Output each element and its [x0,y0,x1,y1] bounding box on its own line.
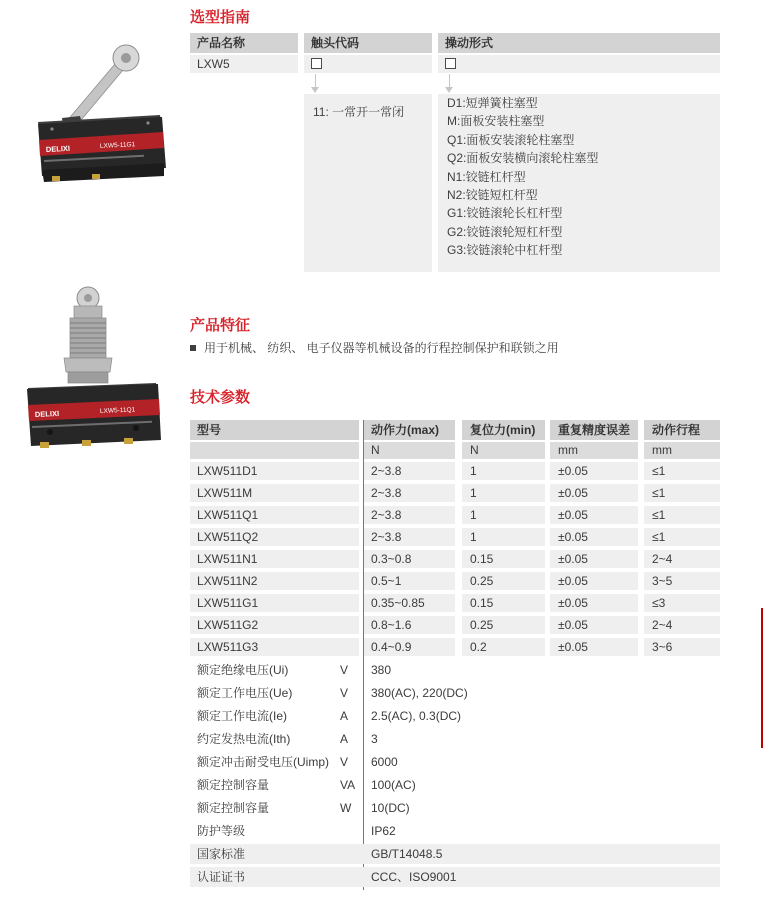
rating-row [190,660,720,680]
rating-value: 3 [371,732,378,746]
tech-model-row [190,506,720,524]
rating-row [190,844,720,864]
rating-row [190,821,720,841]
tech-units-row [190,442,720,459]
model-value: 1 [462,528,545,546]
selection-product-name: LXW5 [190,55,298,73]
plunger-icon [64,287,112,383]
model-label: LXW5-11Q1 [99,406,136,415]
rating-label: 额定工作电压(Ue) [197,686,293,700]
model-value: 0.25 [462,572,545,590]
model-name: LXW511M [190,484,359,502]
model-value: ±0.05 [550,506,638,524]
model-value: ≤3 [644,594,720,612]
selection-header-operation-form: 操动形式 [438,33,720,53]
brand-label: DELIXI [34,408,60,419]
operation-type-item: Q1:面板安装滚轮柱塞型 [447,132,575,147]
contact-code-note-box [304,94,432,272]
tech-units-empty-cell [190,442,359,459]
model-value: 1 [462,462,545,480]
product-image-roller-plunger-switch [8,282,172,452]
rating-value: 6000 [371,755,398,769]
contact-code-note: 11: 一常开一常闭 [313,105,405,119]
rating-row [190,683,720,703]
product-image-roller-lever-switch [8,22,172,182]
bullet-square-icon [190,345,196,351]
feature-item [190,339,559,357]
switch-body-icon [27,383,161,448]
model-value: 3~6 [644,638,720,656]
rating-label: 认证证书 [197,870,246,884]
tech-unit: N [462,442,545,459]
tech-unit: N [363,442,455,459]
rating-label: 防护等级 [197,824,246,838]
rating-unit: A [340,709,349,723]
model-value: 2~3.8 [363,528,455,546]
switch-body-icon [38,115,166,182]
model-value: 0.8~1.6 [363,616,455,634]
contact-code-checkbox[interactable] [311,58,322,69]
model-value: 2~3.8 [363,462,455,480]
model-name: LXW511G3 [190,638,359,656]
tech-model-row [190,550,720,568]
model-value: ±0.05 [550,594,638,612]
model-value: ±0.05 [550,550,638,568]
operation-type-item: G1:铰链滚轮长杠杆型 [447,206,563,221]
model-rows-group [190,462,720,656]
rating-unit: W [340,801,352,815]
rating-row [190,729,720,749]
rating-label: 国家标准 [197,847,246,861]
selection-header-contact-code: 触头代码 [304,33,432,53]
margin-marker-line [761,608,763,748]
rating-label: 额定绝缘电压(Ui) [197,663,289,677]
model-value: 1 [462,506,545,524]
tech-model-row [190,572,720,590]
tech-params-table [190,420,720,890]
tech-header-repeat-accuracy: 重复精度误差 [550,420,638,440]
rating-row [190,867,720,887]
rating-unit: A [340,732,349,746]
contact-code-cell [304,55,432,73]
model-name: LXW511Q2 [190,528,359,546]
model-value: 1 [462,484,545,502]
model-value: 0.3~0.8 [363,550,455,568]
model-value: 3~5 [644,572,720,590]
rating-row [190,798,720,818]
feature-text: 用于机械、 纺织、 电子仪器等机械设备的行程控制保护和联锁之用 [204,341,559,355]
model-value: ±0.05 [550,572,638,590]
rating-value: 380(AC), 220(DC) [371,686,468,700]
rating-row [190,775,720,795]
rating-value: 100(AC) [371,778,416,792]
model-value: ±0.05 [550,462,638,480]
red-divider-line [363,420,364,890]
selection-guide-title: 选型指南 [190,9,251,26]
operation-type-list [438,94,720,272]
tech-model-row [190,484,720,502]
model-value: 2~4 [644,550,720,568]
model-value: 0.2 [462,638,545,656]
operation-form-checkbox[interactable] [445,58,456,69]
model-value: 0.15 [462,594,545,612]
tech-header-model: 型号 [190,420,359,440]
model-value: 0.4~0.9 [363,638,455,656]
operation-type-item: D1:短弹簧柱塞型 [447,96,538,110]
model-value: ≤1 [644,462,720,480]
model-value: 2~4 [644,616,720,634]
operation-type-item: Q2:面板安装横向滚轮柱塞型 [447,151,599,166]
rating-unit: VA [340,778,356,792]
operation-type-item: N2:铰链短杠杆型 [447,188,538,203]
rating-row [190,752,720,772]
operation-type-item: G2:铰链滚轮短杠杆型 [447,224,563,239]
operation-type-item: N1:铰链杠杆型 [447,169,526,184]
flow-arrow-line [449,74,450,87]
rating-unit: V [340,686,349,700]
model-value: ≤1 [644,506,720,524]
rating-value: CCC、ISO9001 [371,870,457,884]
features-title: 产品特征 [190,317,251,334]
tech-header-release-force: 复位力(min) [462,420,545,440]
rating-value: IP62 [371,824,396,838]
arrow-down-icon [311,87,319,93]
tech-model-row [190,528,720,546]
selection-header-product-name: 产品名称 [190,33,298,53]
rating-value: GB/T14048.5 [371,847,443,861]
tech-unit: mm [550,442,638,459]
tech-model-row [190,638,720,656]
model-name: LXW511G2 [190,616,359,634]
rating-label: 额定工作电流(Ie) [197,709,288,723]
model-name: LXW511D1 [190,462,359,480]
rating-label: 额定控制容量 [197,778,270,792]
model-value: ≤1 [644,528,720,546]
model-value: ≤1 [644,484,720,502]
arrow-down-icon [445,87,453,93]
operation-form-cell [438,55,720,73]
model-value: 0.15 [462,550,545,568]
tech-header-operating-force: 动作力(max) [363,420,455,440]
tech-params-title: 技术参数 [190,389,251,406]
rating-unit: V [340,663,349,677]
tech-unit: mm [644,442,720,459]
brand-label: DELIXI [45,143,71,154]
tech-model-row [190,616,720,634]
model-name: LXW511N2 [190,572,359,590]
model-value: ±0.05 [550,528,638,546]
model-value: 2~3.8 [363,484,455,502]
model-name: LXW511G1 [190,594,359,612]
rating-label: 额定控制容量 [197,801,270,815]
tech-model-row [190,594,720,612]
model-value: 0.25 [462,616,545,634]
model-value: 0.35~0.85 [363,594,455,612]
operation-type-item: M:面板安装柱塞型 [447,114,545,129]
model-value: ±0.05 [550,638,638,656]
operation-type-item: G3:铰链滚轮中杠杆型 [447,243,563,258]
rating-value: 10(DC) [371,801,410,815]
rating-rows-group [190,660,720,887]
model-value: ±0.05 [550,484,638,502]
flow-arrow-line [315,74,316,87]
tech-header-travel: 动作行程 [644,420,720,440]
rating-row [190,706,720,726]
tech-model-row [190,462,720,480]
rating-value: 380 [371,663,392,677]
rating-label: 额定冲击耐受电压(Uimp) [197,755,329,769]
model-name: LXW511Q1 [190,506,359,524]
rating-label: 约定发热电流(Ith) [197,732,291,746]
rating-value: 2.5(AC), 0.3(DC) [371,709,462,723]
rating-unit: V [340,755,349,769]
model-name: LXW511N1 [190,550,359,568]
tech-header-row [190,420,720,440]
model-value: 2~3.8 [363,506,455,524]
model-label: LXW5-11G1 [99,141,136,150]
model-value: ±0.05 [550,616,638,634]
model-value: 0.5~1 [363,572,455,590]
